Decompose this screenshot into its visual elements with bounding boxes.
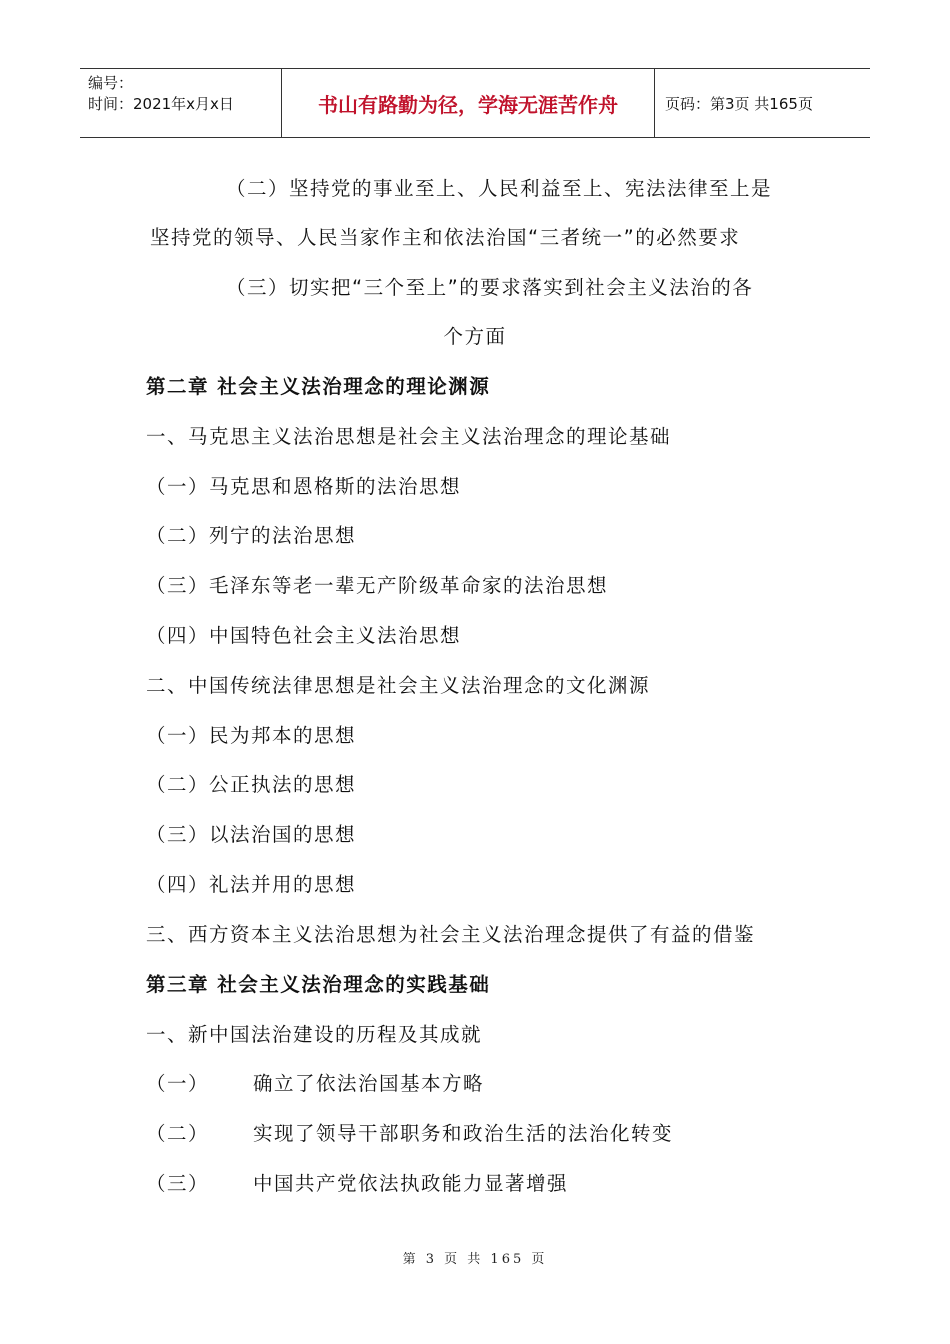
list-item: （二）列宁的法治思想 (146, 524, 357, 547)
list-item: （三）以法治国的思想 (146, 823, 357, 846)
body-line: 个方面 (443, 325, 507, 348)
list-item: （三）毛泽东等老一辈无产阶级革命家的法治思想 (146, 574, 609, 597)
numbered-item (146, 1168, 568, 1196)
page-header (80, 68, 870, 138)
section-heading: 三、西方资本主义法治思想为社会主义法治理念提供了有益的借鉴 (146, 923, 756, 946)
chapter-heading: 第三章 社会主义法治理念的实践基础 (146, 973, 491, 996)
body-line: （二）坚持党的事业至上、人民利益至上、宪法法律至上是 (226, 177, 773, 200)
header-page-label: 页码：第3页 共165页 (665, 94, 813, 113)
item-number: （三） (146, 1172, 210, 1195)
list-item: （一）民为邦本的思想 (146, 724, 357, 747)
header-date-label: 时间：2021年x月x日 (88, 95, 234, 113)
header-number-label: 编号： (88, 74, 134, 92)
numbered-item (146, 1068, 484, 1096)
body-line: （三）切实把“三个至上”的要求落实到社会主义法治的各 (226, 276, 754, 299)
item-text: 实现了领导干部职务和政治生活的法治化转变 (253, 1122, 674, 1145)
section-heading: 一、马克思主义法治思想是社会主义法治理念的理论基础 (146, 425, 672, 448)
body-line: 坚持党的领导、人民当家作主和依法治国“三者统一”的必然要求 (150, 226, 741, 249)
item-number: （二） (146, 1122, 210, 1145)
list-item: （二）公正执法的思想 (146, 773, 357, 796)
item-text: 确立了依法治国基本方略 (253, 1072, 485, 1095)
item-number: （一） (146, 1072, 210, 1095)
page-footer: 第 3 页 共 165 页 (402, 1252, 548, 1267)
section-heading: 二、中国传统法律思想是社会主义法治理念的文化渊源 (146, 674, 651, 697)
numbered-item (146, 1118, 673, 1146)
item-text: 中国共产党依法执政能力显著增强 (253, 1172, 569, 1195)
chapter-heading: 第二章 社会主义法治理念的理论渊源 (146, 375, 491, 398)
list-item: （四）中国特色社会主义法治思想 (146, 624, 462, 647)
header-meta (80, 69, 282, 137)
list-item: （四）礼法并用的思想 (146, 873, 357, 896)
header-motto: 书山有路勤为径，学海无涯苦作舟 (282, 69, 655, 137)
list-item: （一）马克思和恩格斯的法治思想 (146, 475, 462, 498)
section-heading: 一、新中国法治建设的历程及其成就 (146, 1023, 483, 1046)
